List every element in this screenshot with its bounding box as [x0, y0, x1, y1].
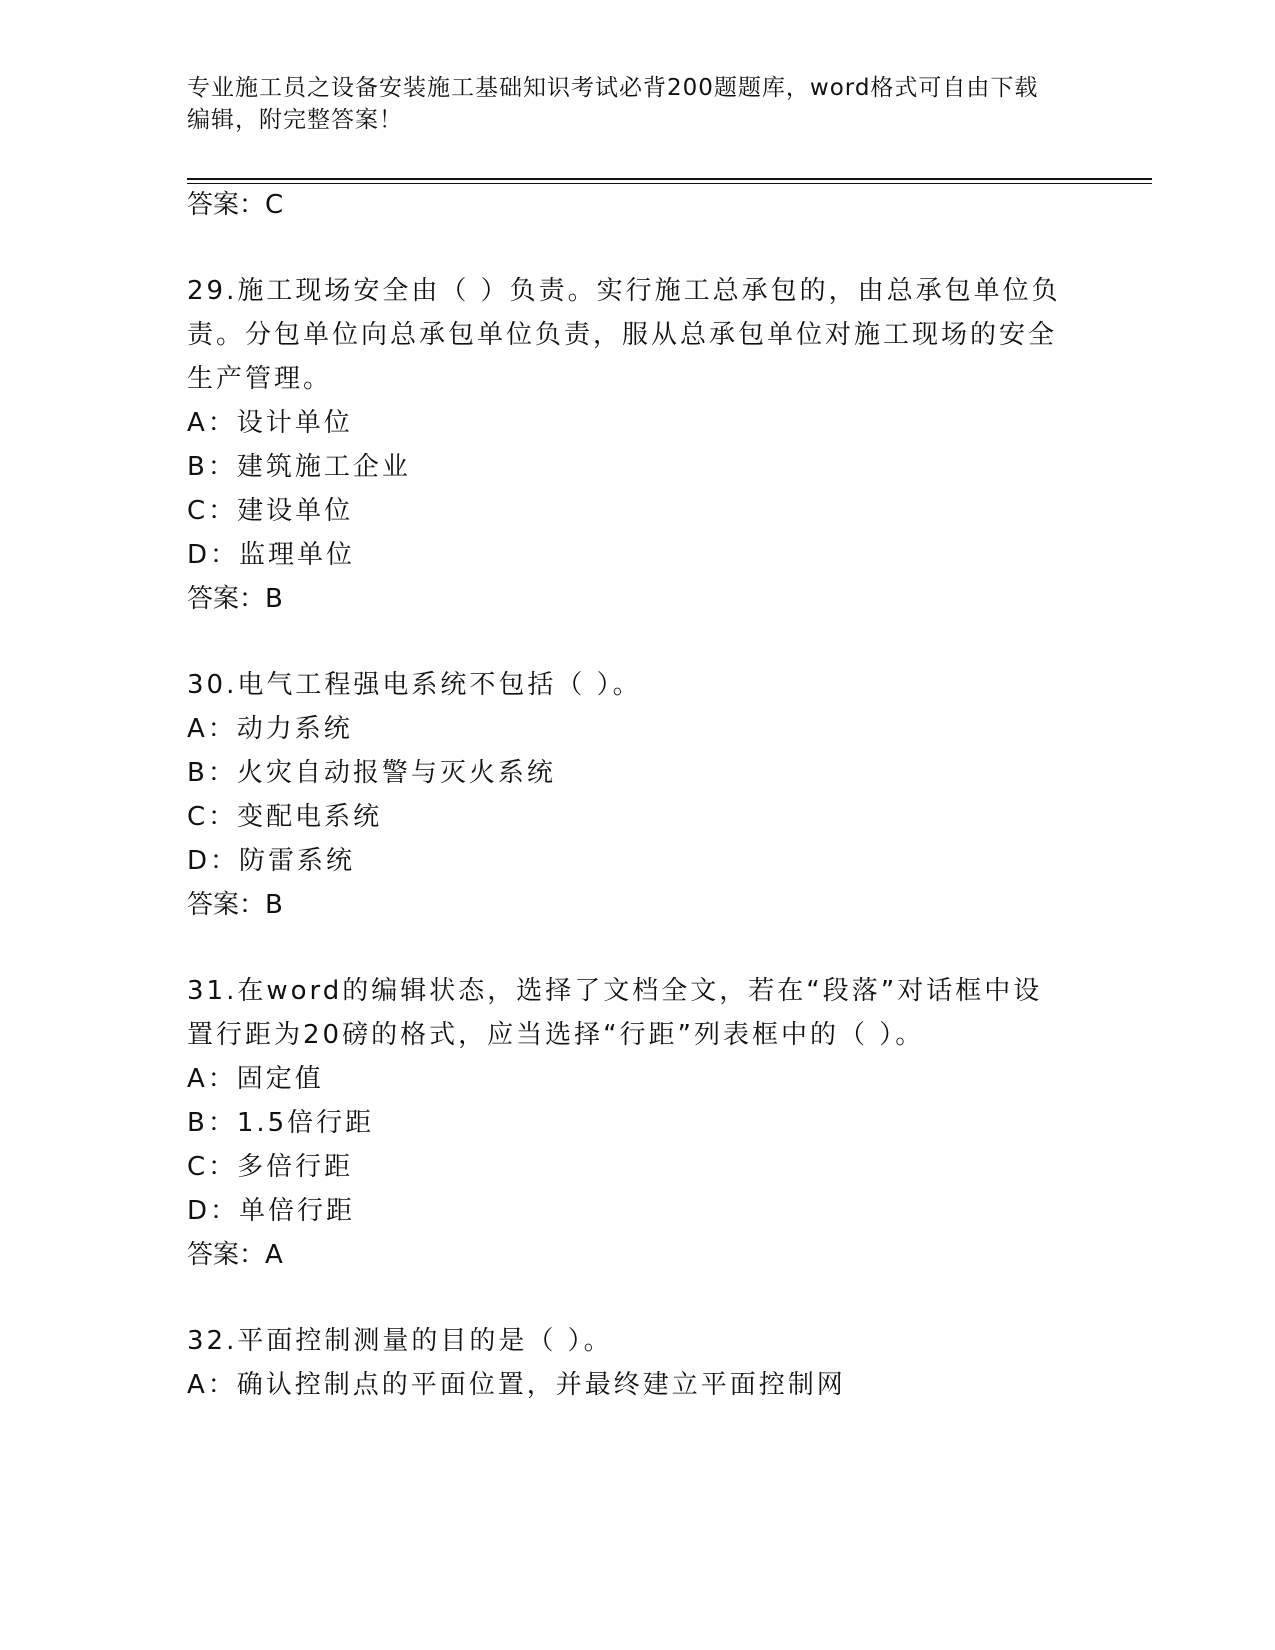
- question-31-option-a: A：固定值: [187, 1064, 324, 1094]
- document-header: [187, 72, 1067, 136]
- answer-31: 答案：A: [187, 1240, 283, 1270]
- question-30-option-b: B：火灾自动报警与灭火系统: [187, 758, 556, 788]
- question-29-option-a: A：设计单位: [187, 408, 353, 438]
- question-31-option-b: B：1.5倍行距: [187, 1108, 375, 1138]
- question-29-option-d: D：监理单位: [187, 540, 356, 570]
- answer-28: 答案：C: [187, 190, 284, 220]
- question-29-stem-line-2: 责。分包单位向总承包单位负责，服从总承包单位对施工现场的安全: [187, 320, 1058, 350]
- question-31-stem-line-2: 置行距为20磅的格式，应当选择“行距”列表框中的（ ）。: [187, 1020, 925, 1050]
- question-30-stem-line-1: 30.电气工程强电系统不包括（ ）。: [187, 670, 642, 700]
- header-line-2: 编辑，附完整答案！: [187, 107, 403, 133]
- question-32-option-a: A：确认控制点的平面位置，并最终建立平面控制网: [187, 1370, 846, 1400]
- question-29-stem-line-3: 生产管理。: [187, 364, 333, 394]
- header-rule-thin: [187, 183, 1152, 184]
- question-31-option-c: C：多倍行距: [187, 1152, 354, 1182]
- answer-29: 答案：B: [187, 584, 283, 614]
- question-29-stem-line-1: 29.施工现场安全由（ ）负责。实行施工总承包的，由总承包单位负: [187, 276, 1061, 306]
- question-30-option-a: A：动力系统: [187, 714, 353, 744]
- question-29-option-c: C：建设单位: [187, 496, 354, 526]
- question-29-option-b: B：建筑施工企业: [187, 452, 411, 482]
- header-rule-thick: [187, 178, 1152, 180]
- question-30-option-c: C：变配电系统: [187, 802, 383, 832]
- answer-30: 答案：B: [187, 890, 283, 920]
- header-line-1: 专业施工员之设备安装施工基础知识考试必背200题题库，word格式可自由下载: [187, 75, 1039, 101]
- question-32-stem-line-1: 32.平面控制测量的目的是（ ）。: [187, 1326, 613, 1356]
- question-31-stem-line-1: 31.在word的编辑状态，选择了文档全文，若在“段落”对话框中设: [187, 976, 1043, 1006]
- question-31-option-d: D：单倍行距: [187, 1196, 356, 1226]
- question-30-option-d: D：防雷系统: [187, 846, 356, 876]
